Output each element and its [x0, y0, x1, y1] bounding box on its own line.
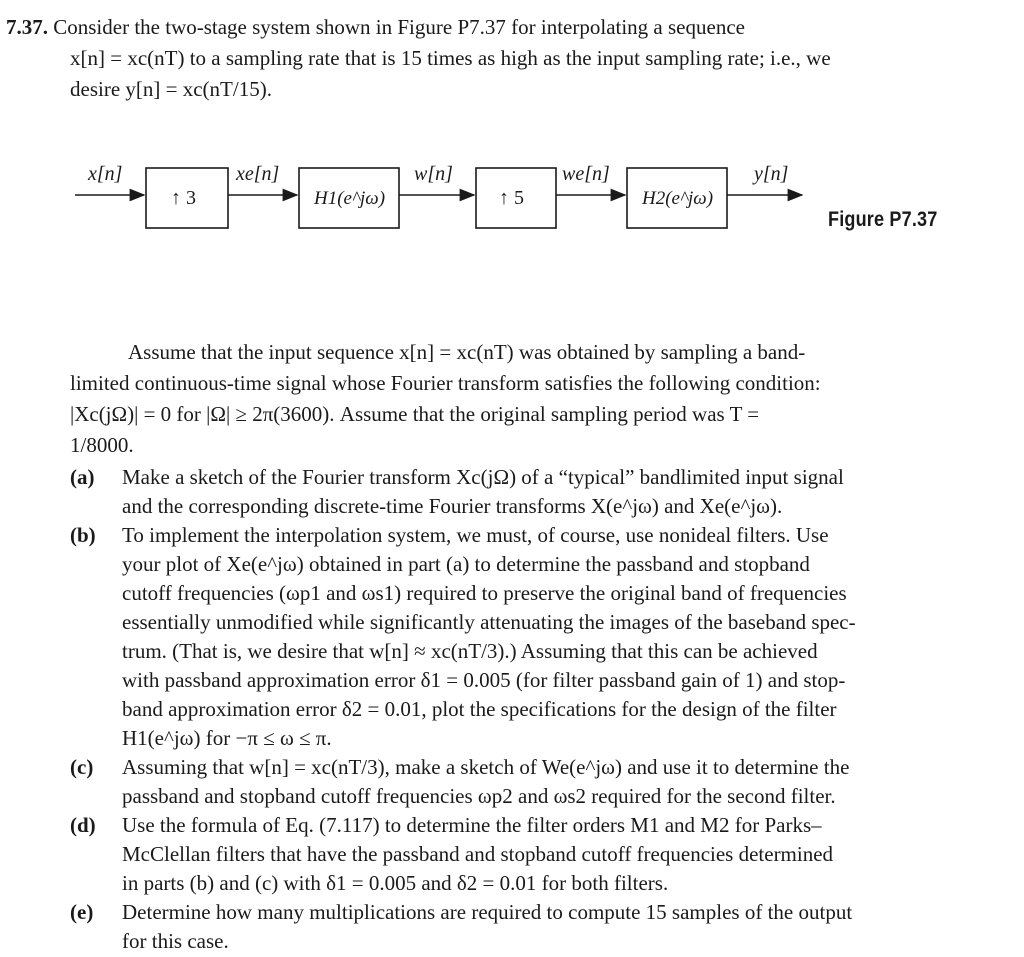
part-b-line: band approximation error δ2 = 0.01, plot the specifications for the design of the filter	[122, 697, 837, 721]
assumption-line-3: |Xc(jΩ)| = 0 for |Ω| ≥ 2π(3600). Assume that the original sampling period was T =	[70, 402, 760, 426]
part-e-line: for this case.	[122, 929, 229, 953]
signal-y-label: y[n]	[754, 163, 789, 185]
problem-line-1-text: Consider the two-stage system shown in Figure P7.37 for interpolating a sequence	[53, 15, 745, 39]
part-e-line: Determine how many multiplications are required to compute 15 samples of the output	[122, 900, 853, 924]
filter-h2-label: H2(e^jω)	[642, 188, 714, 209]
part-c-label: (c)	[70, 755, 94, 779]
part-c-line: passband and stopband cutoff frequencies ωp2 and ωs2 required for the second filter.	[122, 784, 836, 808]
part-b-line: cutoff frequencies (ωp1 and ωs1) required to preserve the original band of frequencies	[122, 581, 847, 605]
signal-x-label: x[n]	[88, 163, 123, 185]
part-b-line: your plot of Xe(e^jω) obtained in part (a) to determine the passband and stopband	[122, 552, 810, 576]
signal-w-label: w[n]	[414, 163, 453, 185]
problem-statement	[6, 12, 1006, 105]
part-d-line: McClellan filters that have the passband and stopband cutoff frequencies determined	[122, 842, 834, 866]
problem-line-1	[6, 12, 1006, 43]
parts-list	[70, 463, 1000, 956]
part-a-line: and the corresponding discrete-time Fourier transforms X(e^jω) and Xe(e^jω).	[122, 494, 783, 518]
problem-number: 7.37.	[6, 15, 48, 39]
signal-xe-label: xe[n]	[236, 163, 280, 185]
part-a-label: (a)	[70, 465, 95, 489]
assumption-line-4: 1/8000.	[70, 433, 134, 457]
part-d-label: (d)	[70, 813, 96, 837]
part-d	[70, 811, 1000, 898]
problem-line-2: x[n] = xc(nT) to a sampling rate that is 15 times as high as the input sampling rate; i.e., we	[70, 46, 831, 70]
part-b	[70, 521, 1000, 753]
part-a	[70, 463, 1000, 521]
part-d-line: in parts (b) and (c) with δ1 = 0.005 and δ2 = 0.01 for both filters.	[122, 871, 669, 895]
upsampler-3-label: ↑ 3	[171, 187, 196, 209]
figure-caption: Figure P7.37	[828, 208, 938, 231]
part-b-label: (b)	[70, 523, 96, 547]
part-e-label: (e)	[70, 900, 94, 924]
part-e	[70, 898, 1000, 956]
problem-line-3: desire y[n] = xc(nT/15).	[70, 77, 272, 101]
part-a-line: Make a sketch of the Fourier transform Xc(jΩ) of a “typical” bandlimited input signal	[122, 465, 844, 489]
part-c-line: Assuming that w[n] = xc(nT/3), make a sketch of We(e^jω) and use it to determine the	[122, 755, 850, 779]
upsampler-5-label: ↑ 5	[499, 187, 524, 209]
signal-we-label: we[n]	[562, 163, 610, 185]
part-b-line: To implement the interpolation system, we must, of course, use nonideal filters. Use	[122, 523, 829, 547]
assumption-paragraph	[70, 337, 996, 461]
part-b-line: trum. (That is, we desire that w[n] ≈ xc(nT/3).) Assuming that this can be achieved	[122, 639, 818, 663]
part-d-line: Use the formula of Eq. (7.117) to determine the filter orders M1 and M2 for Parks–	[122, 813, 822, 837]
part-b-line: with passband approximation error δ1 = 0.005 (for filter passband gain of 1) and stop-	[122, 668, 846, 692]
part-c	[70, 753, 1000, 811]
part-b-line: essentially unmodified while significantly attenuating the images of the baseband spec-	[122, 610, 856, 634]
filter-h1-label: H1(e^jω)	[314, 188, 386, 209]
assumption-line-1: Assume that the input sequence x[n] = xc(nT) was obtained by sampling a band-	[128, 340, 806, 364]
assumption-line-2: limited continuous-time signal whose Fourier transform satisfies the following condition:	[70, 371, 821, 395]
part-b-line: H1(e^jω) for −π ≤ ω ≤ π.	[122, 726, 332, 750]
